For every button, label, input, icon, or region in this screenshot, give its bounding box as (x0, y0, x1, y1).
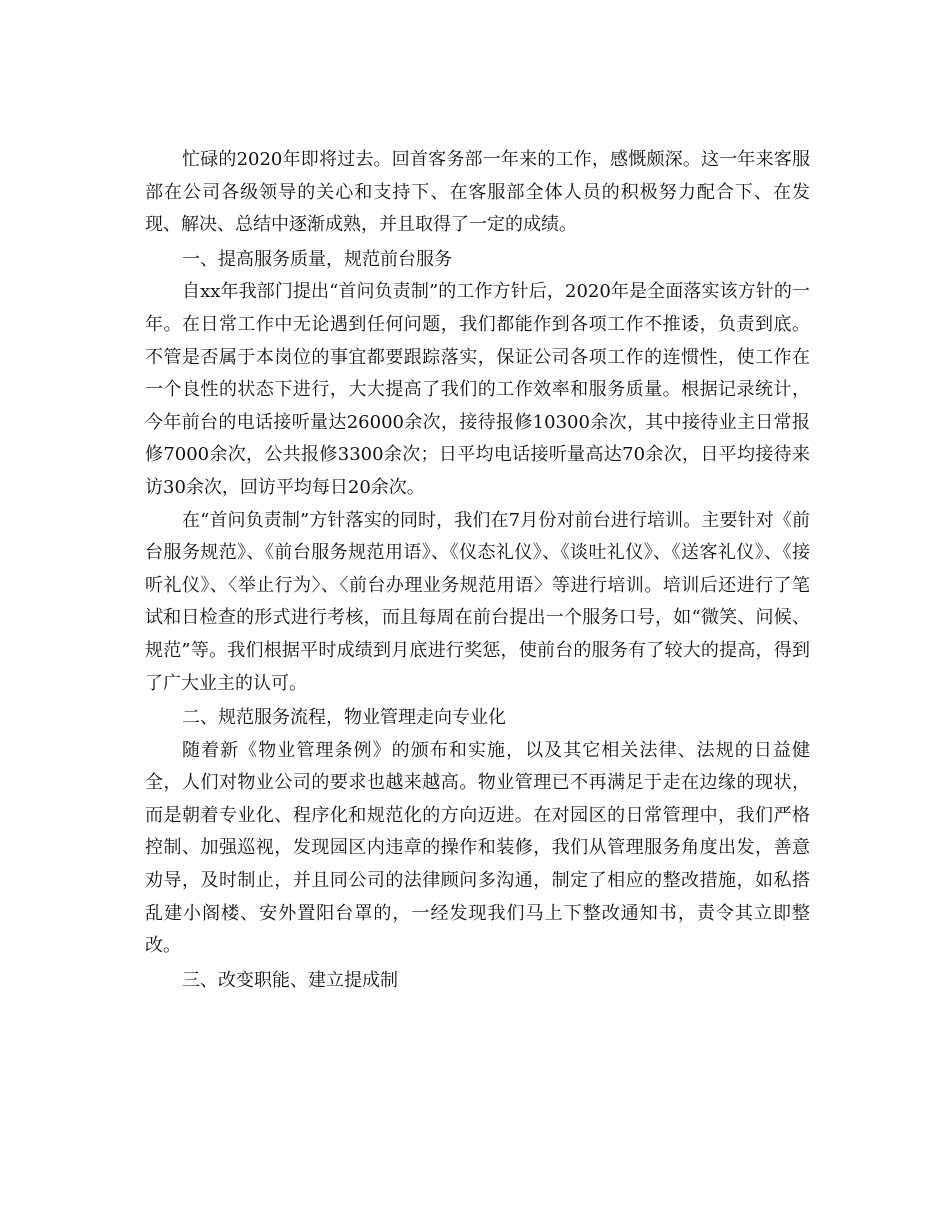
section-heading-2: 二、规范服务流程，物业管理走向专业化 (182, 707, 506, 729)
section-2-paragraph-1: 随着新《物业管理条例》的颁布和实施，以及其它相关法律、法规的日益健全，人们对物业公司的要求也越来越高。物业管理已不再满足于走在边缘的现状，而是朝着专业化、程序化和规范化的方向迈进。在对园区的日常管理中，我们严格控制、加强巡视，发现园区内违章的操作和装修，我们从管理服务角度出发，善意劝导，及时制止，并且同公司的法律顾问多沟通，制定了相应的整改措施，如私搭乱建小阁楼、安外置阳台罩的，一经发现我们马上下整改通知书，责令其立即整改。 (145, 739, 810, 957)
section-heading-3: 三、改变职能、建立提成制 (182, 969, 398, 991)
section-1-paragraph-1: 自xx年我部门提出“首问负责制”的工作方针后，2020年是全面落实该方针的一年。在日常工作中无论遇到任何问题，我们都能作到各项工作不推诿，负责到底。不管是否属于本岗位的事宜都要跟踪落实，保证公司各项工作的连惯性，使工作在一个良性的状态下进行，大大提高了我们的工作效率和服务质量。根据记录统计，今年前台的电话接听量达26000余次，接待报修10300余次，其中接待业主日常报修7000余次，公共报修3300余次；日平均电话接听量高达70余次，日平均接待来访30余次，回访平均每日20余次。 (145, 281, 810, 498)
intro-paragraph: 忙碌的2020年即将过去。回首客务部一年来的工作，感慨颇深。这一年来客服部在公司各级领导的关心和支持下、在客服部全体人员的积极努力配合下、在发现、解决、总结中逐渐成熟，并且取得了一定的成绩。 (145, 149, 810, 236)
section-heading-1: 一、提高服务质量，规范前台服务 (182, 248, 452, 270)
document-body (145, 144, 810, 997)
section-1-paragraph-2: 在“首问负责制”方针落实的同时，我们在7月份对前台进行培训。主要针对《前台服务规范》、《前台服务规范用语》、《仪态礼仪》、《谈吐礼仪》、《送客礼仪》、《接听礼仪》、〈举止行为〉、〈前台办理业务规范用语〉等进行培训。培训后还进行了笔试和日检查的形式进行考核，而且每周在前台提出一个服务口号，如“微笑、问候、规范”等。我们根据平时成绩到月底进行奖惩，使前台的服务有了较大的提高，得到了广大业主的认可。 (145, 509, 810, 694)
